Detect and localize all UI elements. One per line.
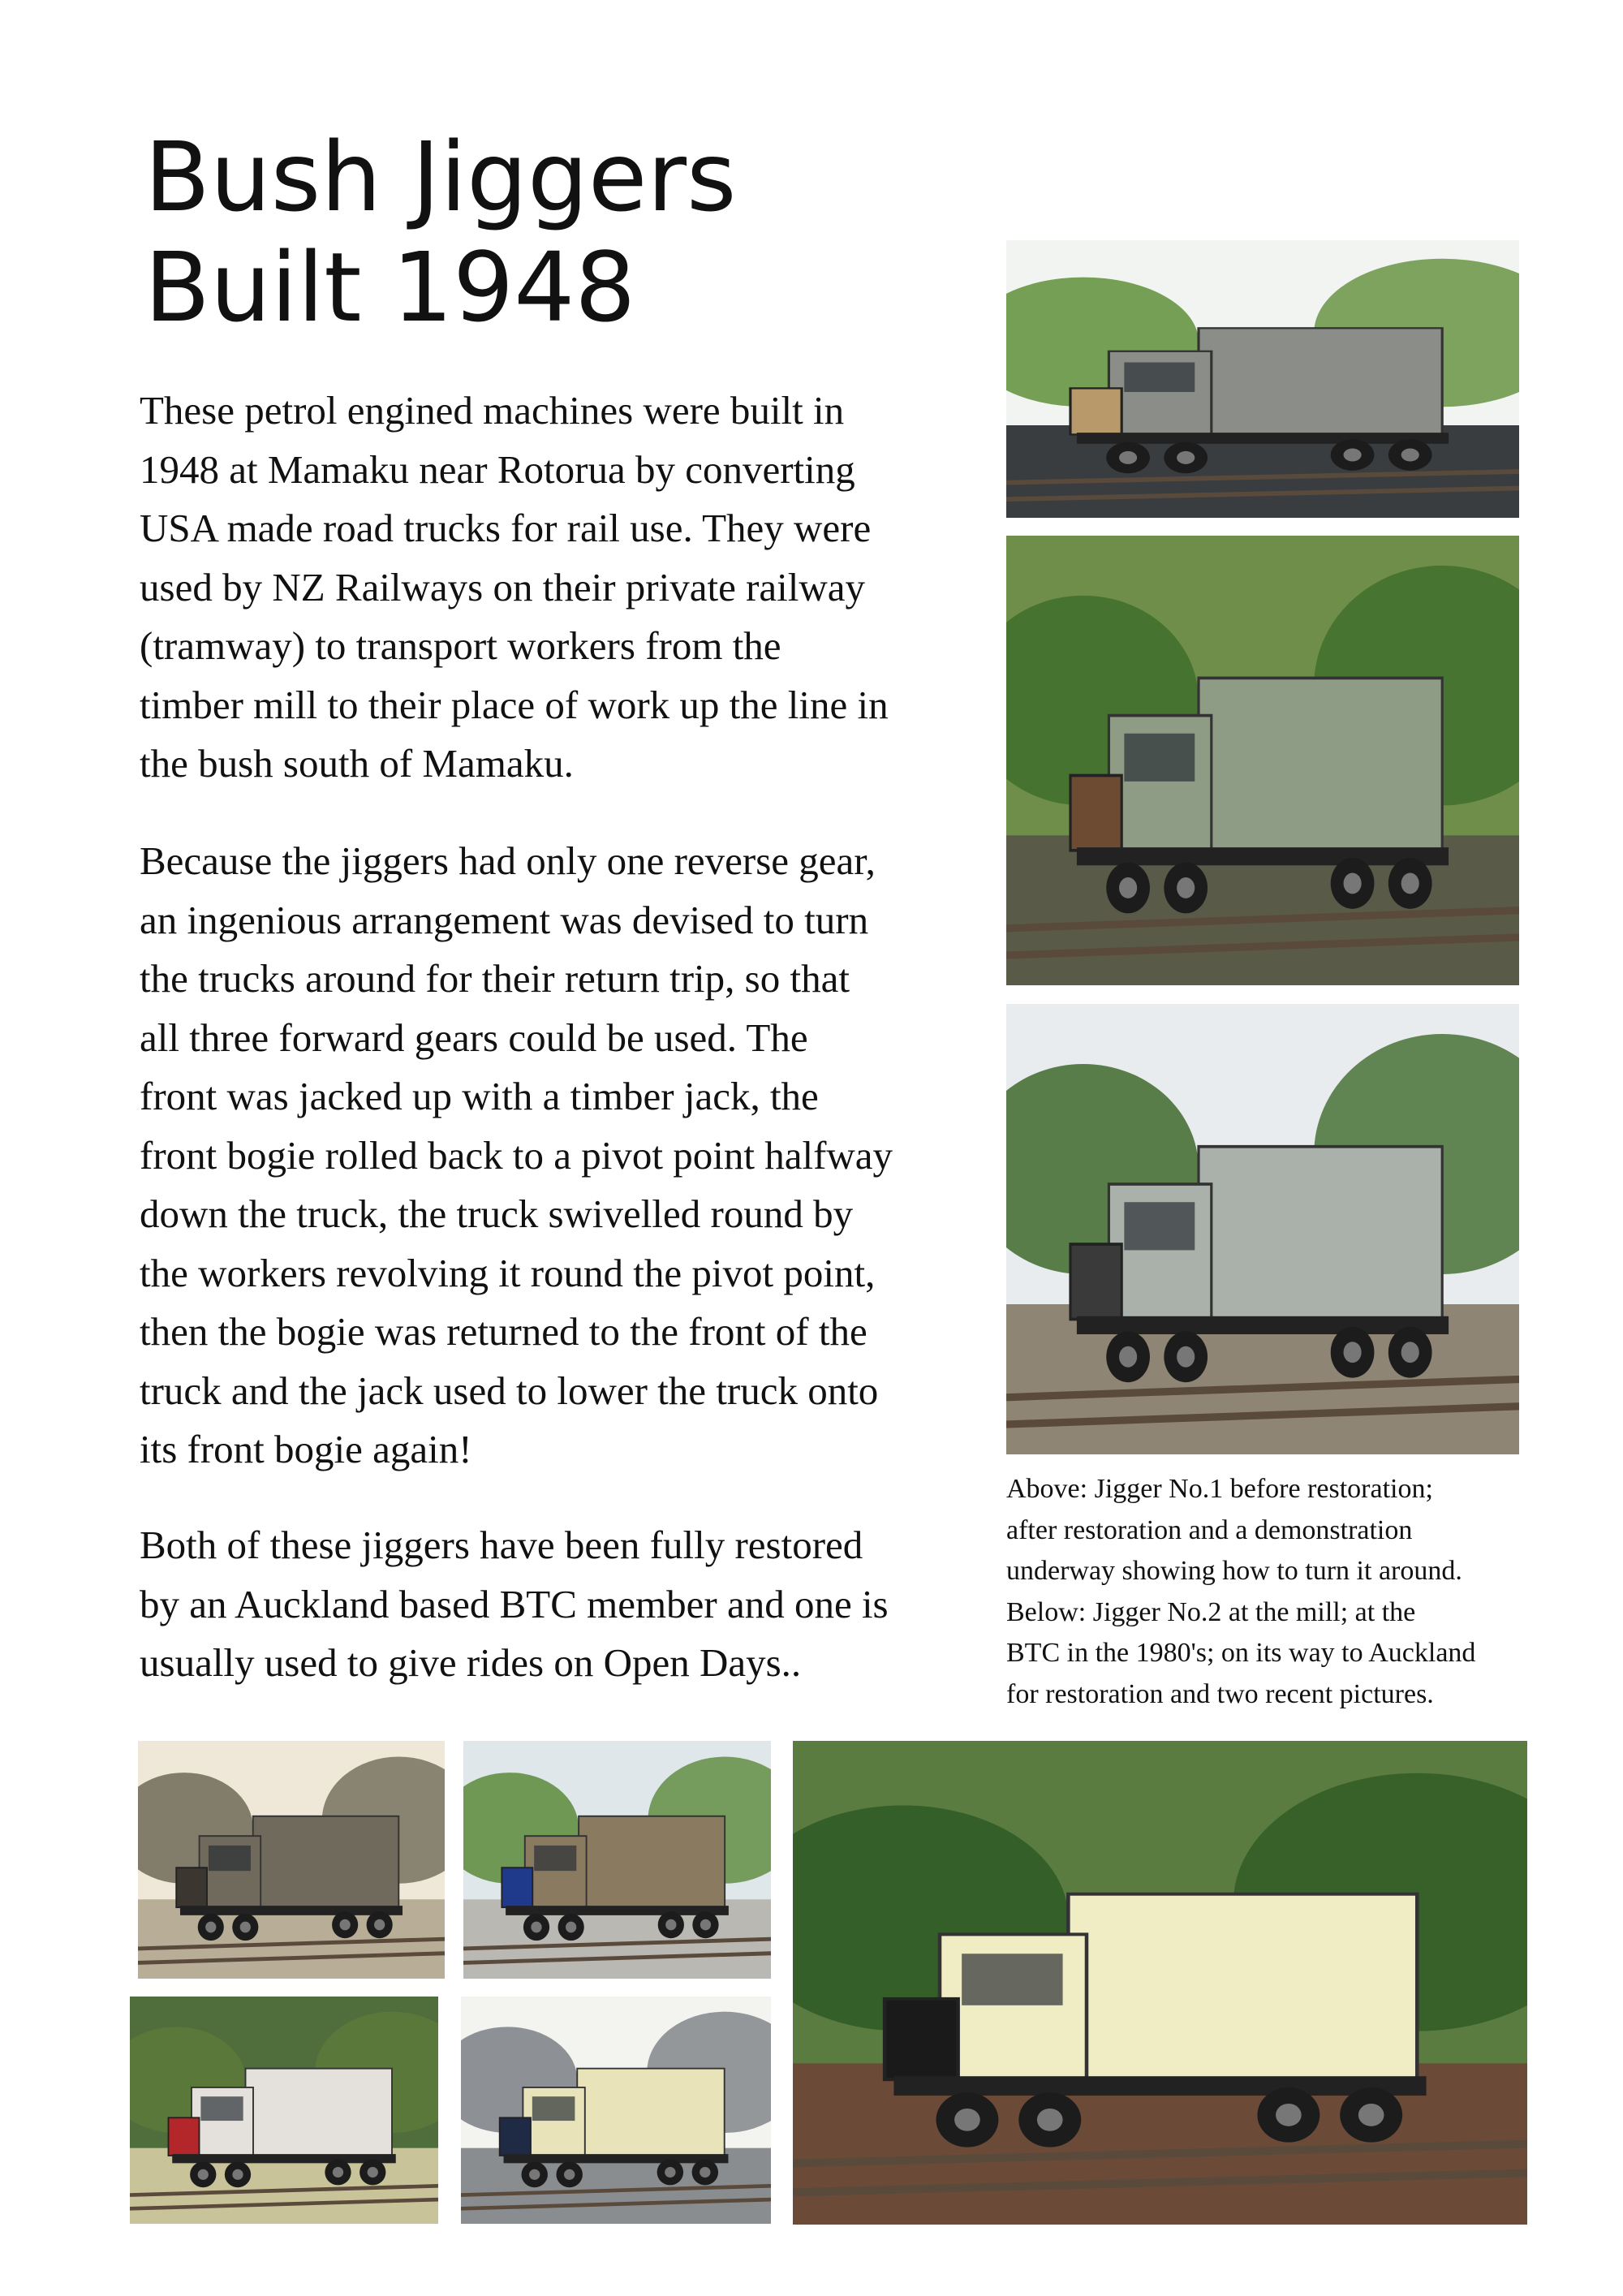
jigger2-on-way-to-auckland-illustration (463, 1741, 771, 1979)
caption-line-1: Above: Jigger No.1 before restoration; (1006, 1474, 1433, 1504)
intro-paragraph: These petrol engined machines were built in 1948 at Mamaku near Rotorua by converting USA made road trucks for rail use. They were used by NZ Railways on their private railway (tramway) to transport workers from the timber mill to their place of work up the line in the bush south of Mamaku. (140, 388, 889, 786)
jigger1-after-restoration-illustration (1006, 536, 1519, 985)
caption-line-5: BTC in the 1980's; on its way to Auckland (1006, 1638, 1476, 1668)
photo-jigger2-restoration-shed (461, 1997, 771, 2224)
restoration-paragraph: Both of these jiggers have been fully restored by an Auckland based BTC member and one is usually used to give rides on Open Days.. (140, 1523, 889, 1685)
photo-jigger1-after-restoration (1006, 536, 1519, 985)
photo-jigger1-turning-demo (1006, 1004, 1519, 1454)
photo-caption (1006, 1469, 1526, 1715)
jigger2-at-mill-illustration (138, 1741, 445, 1979)
title-line-1: Bush Jiggers (144, 121, 737, 233)
turning-paragraph: Because the jiggers had only one reverse gear, an ingenious arrangement was devised to turn the trucks around for their return trip, so that all three forward gears could be used. The front was jacked up with a timber jack, the front bogie rolled back to a pivot point halfway down the truck, the truck swivelled round by the workers revolving it round the pivot point, then the bogie was returned to the front of the truck and the jack used to lower the truck onto its front bogie again! (140, 838, 893, 1471)
caption-line-4: Below: Jigger No.2 at the mill; at the (1006, 1596, 1416, 1627)
photo-jigger1-before-restoration (1006, 240, 1519, 518)
photo-jigger2-recent (793, 1741, 1527, 2225)
jigger1-before-restoration-illustration (1006, 240, 1519, 518)
photo-jigger2-on-way-to-auckland (463, 1741, 771, 1979)
caption-line-3: underway showing how to turn it around. (1006, 1556, 1462, 1586)
page-title (144, 122, 875, 342)
jigger2-recent-illustration (793, 1741, 1527, 2225)
photo-jigger2-at-btc-1980s (130, 1997, 438, 2224)
jigger2-restoration-shed-illustration (461, 1997, 771, 2224)
title-line-2: Built 1948 (144, 231, 636, 343)
caption-line-6: for restoration and two recent pictures. (1006, 1678, 1434, 1709)
photo-jigger2-at-mill (138, 1741, 445, 1979)
caption-line-2: after restoration and a demonstration (1006, 1514, 1413, 1545)
jigger1-turning-demo-illustration (1006, 1004, 1519, 1454)
jigger2-at-btc-1980s-illustration (130, 1997, 438, 2224)
